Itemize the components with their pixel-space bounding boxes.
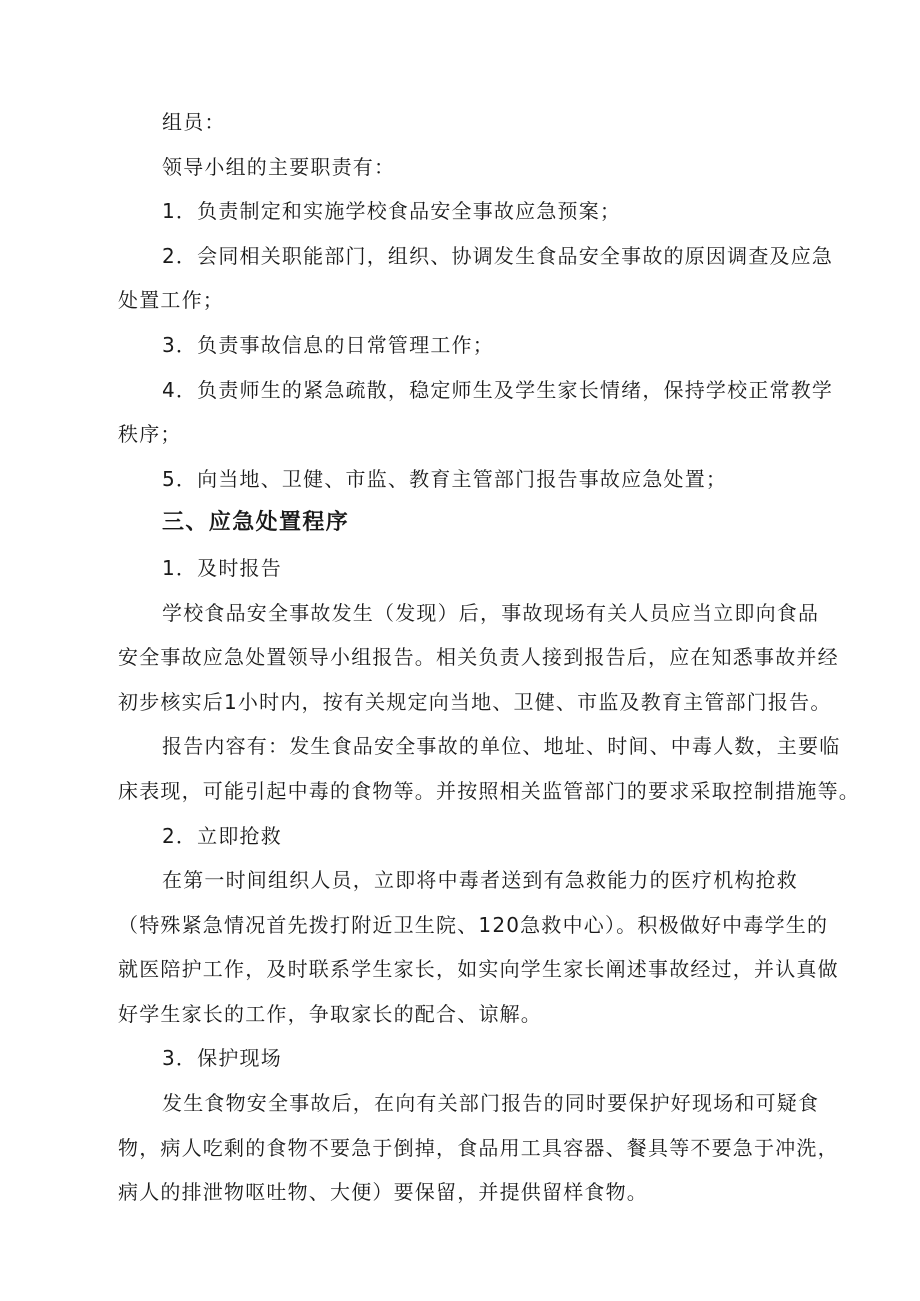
subheading-protect-scene: 3．保护现场 [162,1046,282,1071]
subheading-report: 1．及时报告 [162,555,282,580]
list-item-duty-2: 2．会同相关职能部门，组织、协调发生食品安全事故的原因调查及应急 [162,243,834,268]
list-item-duty-2-cont: 处置工作； [118,288,224,313]
paragraph-report-line-3: 初步核实后1小时内，按有关规定向当地、卫健、市监及教育主管部门报告。 [118,689,832,714]
section-heading-procedure: 三、应急处置程序 [162,510,350,536]
paragraph-rescue-line-4: 好学生家长的工作，争取家长的配合、谅解。 [118,1001,542,1026]
paragraph-protect-line-3: 病人的排泄物呕吐物、大便）要保留，并提供留样食物。 [118,1180,648,1205]
list-item-duty-4-cont: 秩序； [118,422,182,447]
text-line-members: 组员： [162,110,226,134]
text-line-duties-intro: 领导小组的主要职责有： [162,154,396,179]
paragraph-rescue-line-2: （特殊紧急情况首先拨打附近卫生院、120急救中心）。积极做好中毒学生的 [118,912,829,937]
list-item-duty-1: 1．负责制定和实施学校食品安全事故应急预案； [162,199,622,224]
list-item-duty-3: 3．负责事故信息的日常管理工作； [162,332,494,357]
subheading-rescue: 2．立即抢救 [162,823,282,848]
paragraph-protect-line-1: 发生食物安全事故后，在向有关部门报告的同时要保护好现场和可疑食 [162,1091,820,1116]
list-item-duty-5: 5．向当地、卫健、市监、教育主管部门报告事故应急处置； [162,466,728,491]
paragraph-report-content-line-1: 报告内容有：发生食品安全事故的单位、地址、时间、中毒人数，主要临 [162,734,841,759]
paragraph-rescue-line-1: 在第一时间组织人员，立即将中毒者送到有急救能力的医疗机构抢救 [162,868,798,893]
paragraph-protect-line-2: 物，病人吃剩的食物不要急于倒掉，食品用工具容器、餐具等不要急于冲洗， [118,1135,839,1160]
document-body [118,100,860,1215]
paragraph-report-line-2: 安全事故应急处置领导小组报告。相关负责人接到报告后，应在知悉事故并经 [118,645,839,670]
paragraph-report-content-line-2: 床表现，可能引起中毒的食物等。并按照相关监管部门的要求采取控制措施等。 [118,778,860,803]
paragraph-rescue-line-3: 就医陪护工作，及时联系学生家长，如实向学生家长阐述事故经过，并认真做 [118,957,839,982]
paragraph-report-line-1: 学校食品安全事故发生（发现）后，事故现场有关人员应当立即向食品 [162,600,820,625]
list-item-duty-4: 4．负责师生的紧急疏散，稳定师生及学生家长情绪，保持学校正常教学 [162,377,834,402]
